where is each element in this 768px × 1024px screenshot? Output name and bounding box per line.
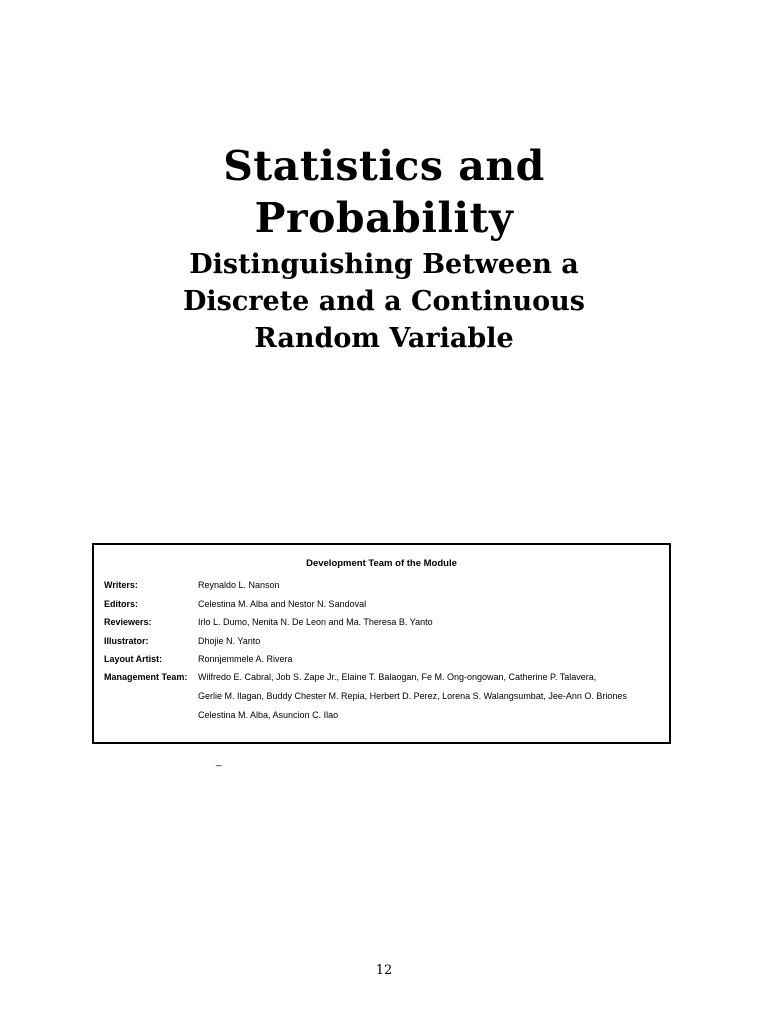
- team-names: Ronnjemmele A. Rivera: [198, 654, 293, 664]
- main-title-line-1: Statistics and: [223, 142, 545, 190]
- team-row-reviewers: [104, 615, 664, 629]
- team-heading: Development Team of the Module: [306, 558, 457, 569]
- team-names: Dhojie N. Yanto: [198, 636, 261, 646]
- stray-dash: _: [216, 756, 222, 767]
- team-role: Reviewers:: [104, 617, 152, 627]
- team-names: Celestina M. Alba, Asuncion C. Ilao: [198, 710, 339, 720]
- development-team-box: [92, 543, 671, 744]
- page-number: 12: [375, 963, 393, 978]
- team-row-management: [104, 670, 664, 684]
- team-names: Irlo L. Dumo, Nenita N. De Leon and Ma. Theresa B. Yanto: [198, 617, 433, 627]
- team-row-illustrator: [104, 634, 664, 648]
- team-names: Wilfredo E. Cabral, Job S. Zape Jr., Elaine T. Balaogan, Fe M. Ong-ongowan, Catherine P. Talavera,: [198, 672, 597, 682]
- team-role: Illustrator:: [104, 636, 149, 646]
- team-names: Celestina M. Alba and Nestor N. Sandoval: [198, 599, 367, 609]
- title-block: [0, 140, 768, 357]
- main-title: [0, 140, 768, 244]
- team-row-layout-artist: [104, 652, 664, 666]
- sub-title: [0, 246, 768, 357]
- team-row-editors: [104, 597, 664, 611]
- sub-title-line-3: Random Variable: [254, 323, 514, 354]
- team-role: Editors:: [104, 599, 139, 609]
- main-title-line-2: Probability: [254, 194, 514, 242]
- team-row-management-cont-2: [104, 708, 664, 722]
- team-row-writers: [104, 578, 664, 592]
- team-row-management-cont-1: [104, 689, 664, 703]
- team-role: Writers:: [104, 580, 138, 590]
- team-names: Gerlie M. Ilagan, Buddy Chester M. Repia, Herbert D. Perez, Lorena S. Walangsumbat, Jee-Ann O. Briones: [198, 691, 627, 701]
- sub-title-line-1: Distinguishing Between a: [189, 249, 579, 280]
- sub-title-line-2: Discrete and a Continuous: [182, 286, 586, 317]
- team-role: Layout Artist:: [104, 654, 163, 664]
- team-role: Management Team:: [104, 672, 188, 682]
- team-names: Reynaldo L. Nanson: [198, 580, 280, 590]
